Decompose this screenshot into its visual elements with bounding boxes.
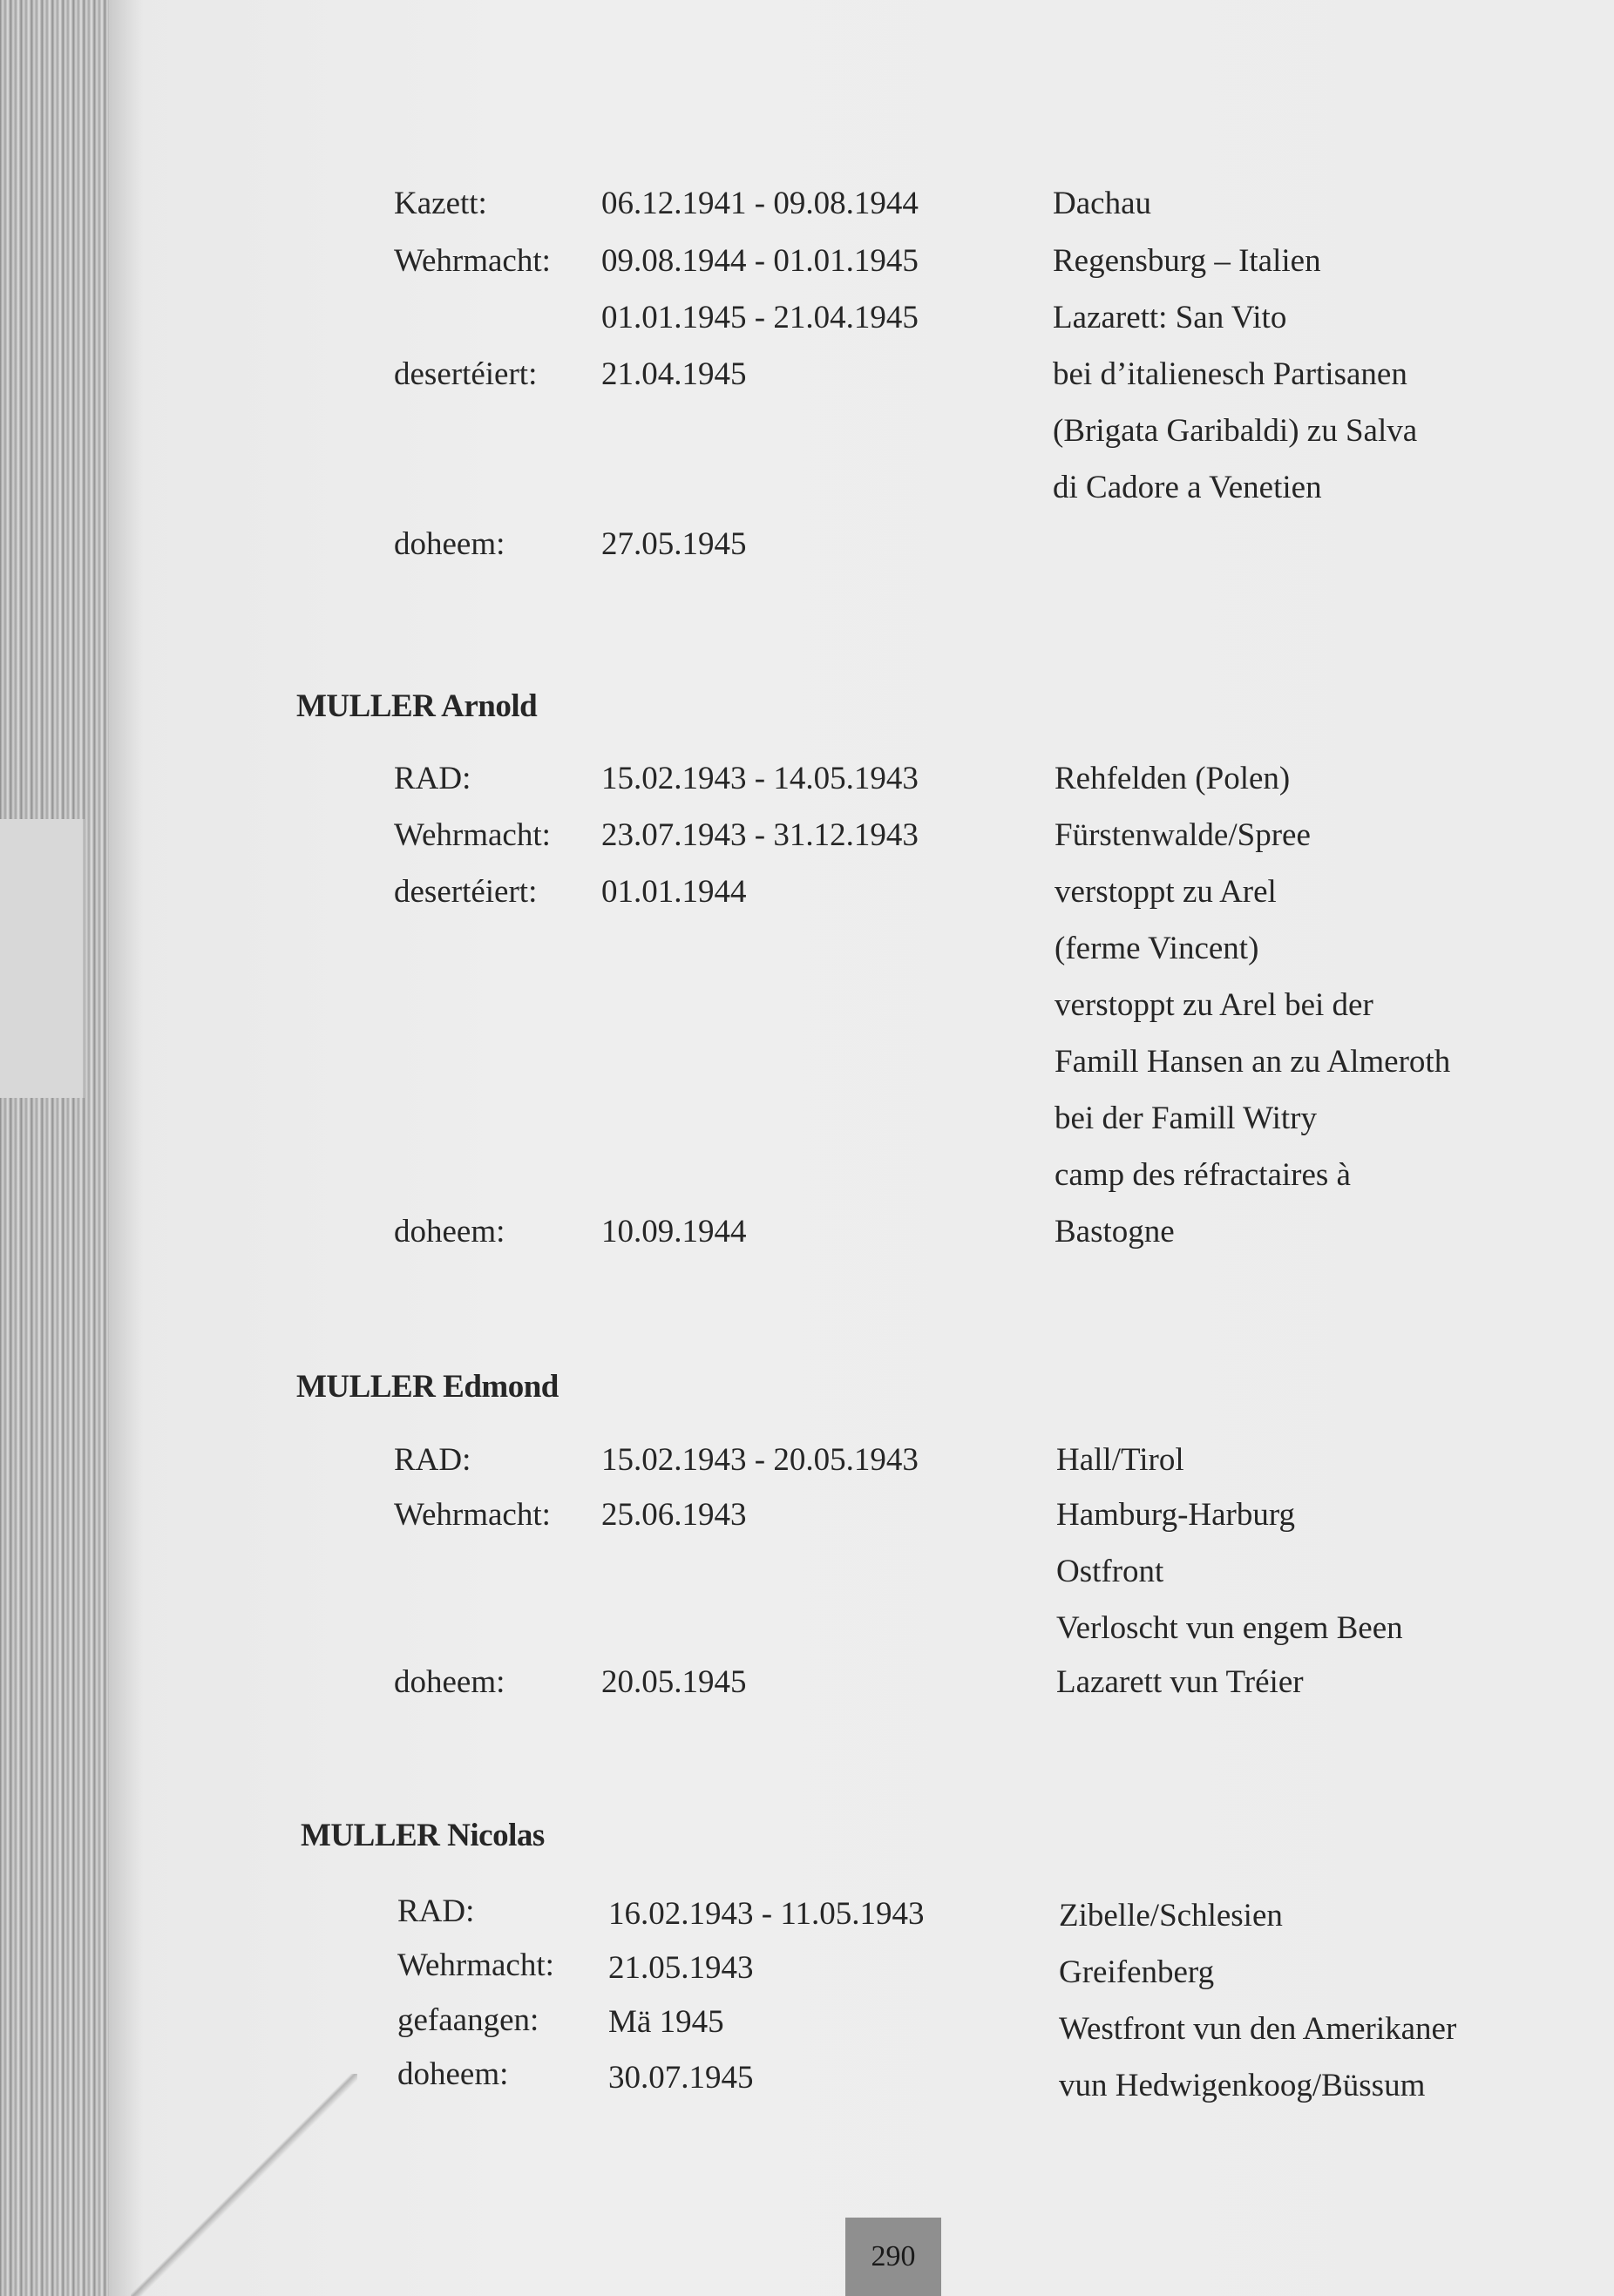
entry-place: Verloscht vun engem Been <box>1056 1610 1403 1646</box>
entry-date: 01.01.1944 <box>601 874 747 910</box>
entry-place: Regensburg – Italien <box>1053 243 1321 279</box>
entry-label: gefaangen: <box>397 2002 539 2038</box>
entry-label: doheem: <box>397 2056 509 2092</box>
entry-date: 21.04.1945 <box>601 356 747 392</box>
entry-label: doheem: <box>394 1664 505 1700</box>
entry-place: Zibelle/Schlesien <box>1059 1898 1283 1934</box>
entry-place: Dachau <box>1053 186 1151 221</box>
entry-place: Hamburg-Harburg <box>1056 1497 1296 1533</box>
entry-label: Wehrmacht: <box>394 243 551 279</box>
entry-date: 27.05.1945 <box>601 526 747 562</box>
entry-date: 15.02.1943 - 20.05.1943 <box>601 1442 919 1478</box>
entry-place: Lazarett vun Tréier <box>1056 1664 1304 1700</box>
entry-label: desertéiert: <box>394 356 538 392</box>
entry-date: 25.06.1943 <box>601 1497 747 1533</box>
person-name: MULLER Arnold <box>296 688 538 724</box>
entry-place: (ferme Vincent) <box>1055 931 1259 966</box>
entry-date: 21.05.1943 <box>608 1950 754 1986</box>
entry-date: Mä 1945 <box>608 2004 724 2040</box>
entry-date: 01.01.1945 - 21.04.1945 <box>601 300 919 335</box>
entry-place: di Cadore a Venetien <box>1053 470 1322 505</box>
entry-label: Wehrmacht: <box>394 817 551 853</box>
entry-label: Wehrmacht: <box>397 1947 554 1983</box>
entry-place: camp des réfractaires à <box>1055 1157 1351 1193</box>
entry-place: bei der Famill Witry <box>1055 1101 1317 1136</box>
entry-label: doheem: <box>394 526 505 562</box>
entry-place: Famill Hansen an zu Almeroth <box>1055 1044 1451 1080</box>
page-edge-band <box>0 819 85 1098</box>
entry-date: 06.12.1941 - 09.08.1944 <box>601 186 919 221</box>
entry-label: doheem: <box>394 1214 505 1250</box>
entry-place: vun Hedwigenkoog/Büssum <box>1059 2068 1426 2103</box>
entry-place: verstoppt zu Arel bei der <box>1055 987 1373 1023</box>
entry-place: Lazarett: San Vito <box>1053 300 1287 335</box>
entry-date: 20.05.1945 <box>601 1664 747 1700</box>
entry-label: RAD: <box>394 1442 471 1478</box>
entry-label: Kazett: <box>394 186 487 221</box>
entry-place: Westfront vun den Amerikaner <box>1059 2011 1457 2047</box>
gutter-shadow <box>109 0 144 2296</box>
entry-date: 16.02.1943 - 11.05.1943 <box>608 1896 925 1932</box>
entry-place: Bastogne <box>1055 1214 1175 1250</box>
entry-place: Greifenberg <box>1059 1954 1215 1990</box>
entry-date: 09.08.1944 - 01.01.1945 <box>601 243 919 279</box>
entry-date: 23.07.1943 - 31.12.1943 <box>601 817 919 853</box>
entry-place: bei d’italienesch Partisanen <box>1053 356 1407 392</box>
entry-label: RAD: <box>397 1893 475 1929</box>
page-corner-fold <box>131 2074 357 2296</box>
book-spine <box>0 0 109 2296</box>
entry-label: Wehrmacht: <box>394 1497 551 1533</box>
person-name: MULLER Edmond <box>296 1369 559 1405</box>
entry-place: Hall/Tirol <box>1056 1442 1184 1478</box>
person-name: MULLER Nicolas <box>301 1818 545 1853</box>
entry-place: verstoppt zu Arel <box>1055 874 1277 910</box>
entry-place: (Brigata Garibaldi) zu Salva <box>1053 413 1418 449</box>
entry-date: 10.09.1944 <box>601 1214 747 1250</box>
entry-label: desertéiert: <box>394 874 538 910</box>
entry-date: 30.07.1945 <box>608 2060 754 2096</box>
page-number: 290 <box>845 2218 941 2296</box>
entry-label: RAD: <box>394 761 471 796</box>
entry-place: Fürstenwalde/Spree <box>1055 817 1311 853</box>
entry-date: 15.02.1943 - 14.05.1943 <box>601 761 919 796</box>
entry-place: Ostfront <box>1056 1554 1164 1589</box>
entry-place: Rehfelden (Polen) <box>1055 761 1291 796</box>
